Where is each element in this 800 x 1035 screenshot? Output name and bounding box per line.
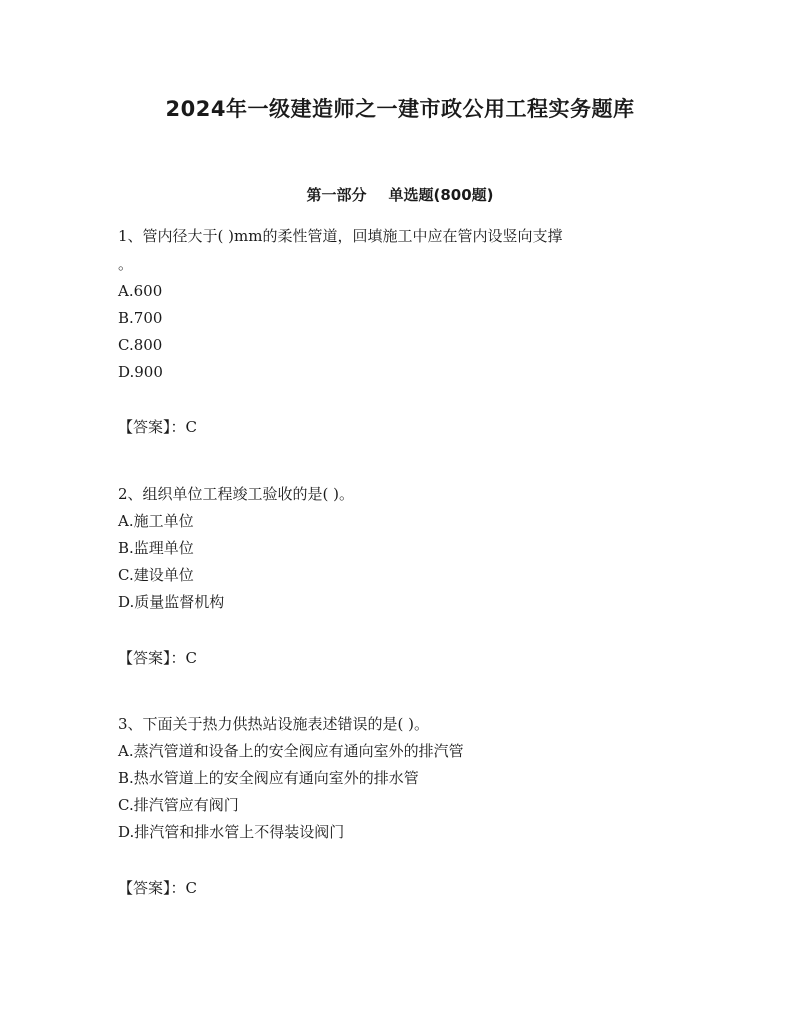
question-2-option-d: D.质量监督机构 <box>118 593 225 611</box>
question-2-answer: 【答案】：C <box>118 649 197 667</box>
section-type: 单选题(800题) <box>388 186 494 204</box>
question-3-answer: 【答案】：C <box>118 879 197 897</box>
document-title: 2024年一级建造师之一建市政公用工程实务题库 <box>165 97 635 121</box>
question-2-option-b: B.监理单位 <box>118 539 194 557</box>
question-1-option-c: C.800 <box>118 336 163 354</box>
question-2-option-c: C.建设单位 <box>118 566 194 584</box>
section-heading <box>0 183 800 207</box>
question-1-stem-continuation: 。 <box>118 255 134 273</box>
question-3-option-c: C.排汽管应有阀门 <box>118 796 239 814</box>
question-1-option-b: B.700 <box>118 309 163 327</box>
question-3-stem: 3、下面关于热力供热站设施表述错误的是( )。 <box>118 715 430 733</box>
question-3-option-b: B.热水管道上的安全阀应有通向室外的排水管 <box>118 769 419 787</box>
question-1-option-a: A.600 <box>118 282 163 300</box>
question-1-stem: 1、管内径大于( )mm的柔性管道，回填施工中应在管内设竖向支撑 <box>118 227 563 245</box>
question-2-option-a: A.施工单位 <box>118 512 194 530</box>
section-part: 第一部分 <box>306 186 367 204</box>
question-2-stem: 2、组织单位工程竣工验收的是( )。 <box>118 485 355 503</box>
question-1-answer: 【答案】：C <box>118 418 197 436</box>
question-3-option-a: A.蒸汽管道和设备上的安全阀应有通向室外的排汽管 <box>118 742 464 760</box>
question-3-option-d: D.排汽管和排水管上不得装设阀门 <box>118 823 345 841</box>
question-1-option-d: D.900 <box>118 363 163 381</box>
